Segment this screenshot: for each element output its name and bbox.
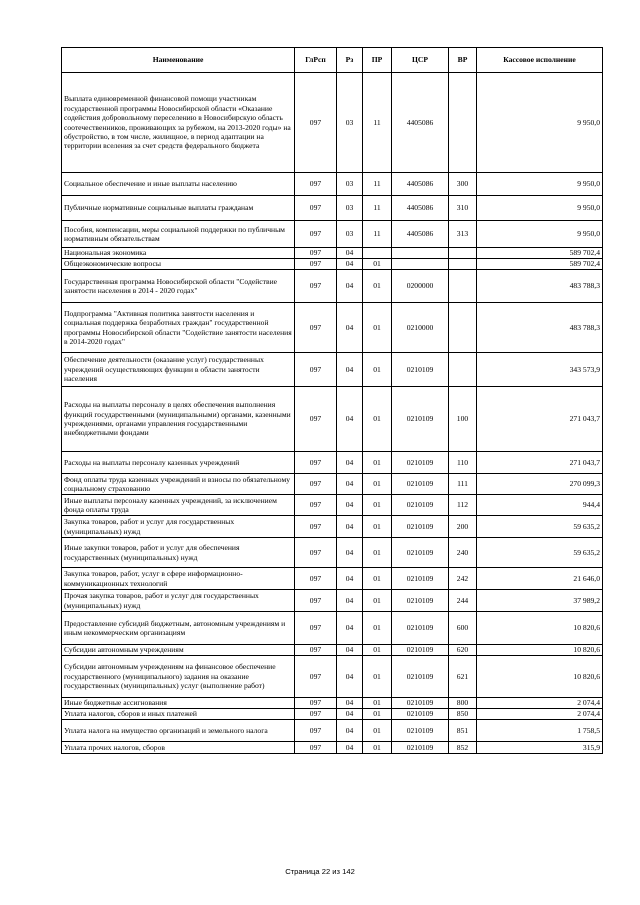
cell-vr	[449, 353, 477, 387]
cell-csr: 0210109	[392, 568, 449, 590]
cell-rz: 04	[337, 538, 363, 568]
cell-vr: 244	[449, 590, 477, 612]
table-row	[62, 452, 603, 474]
header-amount: Кассовое исполнение	[477, 48, 603, 73]
table-row	[62, 353, 603, 387]
cell-rz: 04	[337, 495, 363, 516]
cell-pr	[363, 248, 392, 259]
cell-amount: 483 788,3	[477, 270, 603, 303]
cell-rz: 03	[337, 173, 363, 196]
cell-glrsp: 097	[295, 495, 337, 516]
cell-name: Иные бюджетные ассигнования	[62, 698, 295, 709]
cell-rz: 04	[337, 698, 363, 709]
cell-name: Субсидии автономным учреждениям	[62, 645, 295, 656]
cell-csr: 0210109	[392, 645, 449, 656]
cell-csr	[392, 259, 449, 270]
cell-vr	[449, 303, 477, 353]
budget-execution-table	[61, 47, 603, 754]
cell-pr: 01	[363, 720, 392, 742]
cell-csr: 0210000	[392, 303, 449, 353]
cell-name: Иные выплаты персоналу казенных учреждений, за исключением фонда оплаты труда	[62, 495, 295, 516]
cell-rz: 04	[337, 248, 363, 259]
table-row	[62, 698, 603, 709]
table-row	[62, 303, 603, 353]
cell-pr: 01	[363, 709, 392, 720]
cell-pr: 01	[363, 656, 392, 698]
cell-name: Предоставление субсидий бюджетным, автономным учреждениям и иным некоммерческим организациям	[62, 612, 295, 645]
cell-vr: 600	[449, 612, 477, 645]
table-row	[62, 270, 603, 303]
cell-rz: 03	[337, 73, 363, 173]
cell-csr: 0210109	[392, 538, 449, 568]
table-row	[62, 259, 603, 270]
cell-amount: 59 635,2	[477, 538, 603, 568]
cell-glrsp: 097	[295, 612, 337, 645]
cell-glrsp: 097	[295, 387, 337, 452]
cell-glrsp: 097	[295, 474, 337, 495]
table-row	[62, 568, 603, 590]
cell-rz: 04	[337, 568, 363, 590]
cell-pr: 11	[363, 73, 392, 173]
cell-name: Субсидии автономным учреждениям на финансовое обеспечение государственного (муниципального) задания на оказание государственных (муниципальных) услуг (выполнение работ)	[62, 656, 295, 698]
cell-pr: 01	[363, 270, 392, 303]
cell-rz: 04	[337, 270, 363, 303]
cell-vr: 310	[449, 196, 477, 221]
table-row	[62, 590, 603, 612]
cell-csr: 0210109	[392, 656, 449, 698]
cell-csr: 0210109	[392, 590, 449, 612]
cell-amount: 10 820,6	[477, 612, 603, 645]
table-row	[62, 73, 603, 173]
cell-amount: 343 573,9	[477, 353, 603, 387]
header-vr: ВР	[449, 48, 477, 73]
cell-glrsp: 097	[295, 645, 337, 656]
cell-name: Общеэкономические вопросы	[62, 259, 295, 270]
cell-pr: 01	[363, 259, 392, 270]
cell-pr: 01	[363, 353, 392, 387]
cell-name: Расходы на выплаты персоналу в целях обеспечения выполнения функций государственными (муниципальными) органами, казенными учреждениями, органами управления государственными внебюджетными фондами	[62, 387, 295, 452]
cell-pr: 01	[363, 742, 392, 754]
cell-glrsp: 097	[295, 353, 337, 387]
header-rz: Рз	[337, 48, 363, 73]
cell-name: Социальное обеспечение и иные выплаты населению	[62, 173, 295, 196]
cell-name: Уплата прочих налогов, сборов	[62, 742, 295, 754]
cell-vr	[449, 270, 477, 303]
cell-rz: 04	[337, 742, 363, 754]
cell-pr: 01	[363, 516, 392, 538]
table-row	[62, 720, 603, 742]
cell-vr: 313	[449, 221, 477, 248]
cell-pr: 01	[363, 612, 392, 645]
cell-name: Закупка товаров, работ, услуг в сфере информационно-коммуникационных технологий	[62, 568, 295, 590]
table-row	[62, 656, 603, 698]
cell-rz: 04	[337, 259, 363, 270]
cell-rz: 04	[337, 452, 363, 474]
cell-glrsp: 097	[295, 196, 337, 221]
cell-name: Обеспечение деятельности (оказание услуг) государственных учреждений осуществляющих функции в области занятости населения	[62, 353, 295, 387]
cell-vr: 800	[449, 698, 477, 709]
header-name: Наименование	[62, 48, 295, 73]
cell-glrsp: 097	[295, 452, 337, 474]
cell-rz: 04	[337, 645, 363, 656]
cell-glrsp: 097	[295, 259, 337, 270]
cell-rz: 03	[337, 196, 363, 221]
header-csr: ЦСР	[392, 48, 449, 73]
table-row	[62, 387, 603, 452]
cell-glrsp: 097	[295, 303, 337, 353]
cell-name: Публичные нормативные социальные выплаты гражданам	[62, 196, 295, 221]
cell-amount: 37 989,2	[477, 590, 603, 612]
cell-vr: 110	[449, 452, 477, 474]
cell-vr	[449, 73, 477, 173]
cell-pr: 01	[363, 303, 392, 353]
cell-rz: 03	[337, 221, 363, 248]
cell-csr: 0200000	[392, 270, 449, 303]
cell-glrsp: 097	[295, 590, 337, 612]
cell-glrsp: 097	[295, 709, 337, 720]
cell-amount: 271 043,7	[477, 452, 603, 474]
table-row	[62, 645, 603, 656]
cell-csr: 4405086	[392, 73, 449, 173]
cell-vr: 850	[449, 709, 477, 720]
cell-csr: 4405086	[392, 196, 449, 221]
cell-name: Закупка товаров, работ и услуг для государственных (муниципальных) нужд	[62, 516, 295, 538]
cell-amount: 9 950,0	[477, 173, 603, 196]
cell-csr: 0210109	[392, 495, 449, 516]
cell-rz: 04	[337, 656, 363, 698]
cell-vr: 112	[449, 495, 477, 516]
table-row	[62, 742, 603, 754]
cell-name: Выплата единовременной финансовой помощи участникам государственной программы Новосибирской области «Оказание содействия добровольному переселению в Новосибирскую область соотечественников, проживающих за рубежом, на 2013-2020 годы» на обустройство, в том числе, жилищное, в период адаптации на территории вселения за счет средств федерального бюджета	[62, 73, 295, 173]
cell-glrsp: 097	[295, 538, 337, 568]
cell-glrsp: 097	[295, 173, 337, 196]
cell-vr: 111	[449, 474, 477, 495]
cell-name: Национальная экономика	[62, 248, 295, 259]
cell-name: Уплата налога на имущество организаций и земельного налога	[62, 720, 295, 742]
cell-vr: 240	[449, 538, 477, 568]
cell-csr: 4405086	[392, 221, 449, 248]
cell-rz: 04	[337, 612, 363, 645]
cell-name: Уплата налогов, сборов и иных платежей	[62, 709, 295, 720]
cell-pr: 01	[363, 698, 392, 709]
cell-csr: 0210109	[392, 353, 449, 387]
cell-name: Пособия, компенсации, меры социальной поддержки по публичным нормативным обязательствам	[62, 221, 295, 248]
cell-glrsp: 097	[295, 73, 337, 173]
cell-vr: 200	[449, 516, 477, 538]
cell-amount: 59 635,2	[477, 516, 603, 538]
cell-amount: 1 758,5	[477, 720, 603, 742]
cell-amount: 271 043,7	[477, 387, 603, 452]
cell-amount: 9 950,0	[477, 221, 603, 248]
page-number: Страница 22 из 142	[285, 867, 355, 876]
cell-glrsp: 097	[295, 221, 337, 248]
cell-pr: 11	[363, 196, 392, 221]
cell-amount: 483 788,3	[477, 303, 603, 353]
cell-rz: 04	[337, 590, 363, 612]
header-glrsp: ГлРсп	[295, 48, 337, 73]
table-row	[62, 538, 603, 568]
cell-name: Государственная программа Новосибирской области "Содействие занятости населения в 2014 - 2020 годах"	[62, 270, 295, 303]
cell-rz: 04	[337, 709, 363, 720]
cell-csr: 0210109	[392, 698, 449, 709]
table-row	[62, 612, 603, 645]
cell-pr: 01	[363, 568, 392, 590]
cell-glrsp: 097	[295, 568, 337, 590]
cell-rz: 04	[337, 474, 363, 495]
cell-csr: 0210109	[392, 742, 449, 754]
cell-glrsp: 097	[295, 720, 337, 742]
cell-amount: 589 702,4	[477, 248, 603, 259]
cell-vr	[449, 259, 477, 270]
cell-name: Фонд оплаты труда казенных учреждений и взносы по обязательному социальному страхованию	[62, 474, 295, 495]
cell-vr	[449, 248, 477, 259]
cell-rz: 04	[337, 516, 363, 538]
table-header-row	[62, 48, 603, 73]
cell-pr: 11	[363, 221, 392, 248]
table-row	[62, 709, 603, 720]
cell-rz: 04	[337, 303, 363, 353]
cell-glrsp: 097	[295, 742, 337, 754]
cell-csr: 0210109	[392, 474, 449, 495]
cell-glrsp: 097	[295, 516, 337, 538]
cell-rz: 04	[337, 353, 363, 387]
header-pr: ПР	[363, 48, 392, 73]
cell-csr: 4405086	[392, 173, 449, 196]
table-row	[62, 248, 603, 259]
cell-name: Расходы на выплаты персоналу казенных учреждений	[62, 452, 295, 474]
cell-amount: 944,4	[477, 495, 603, 516]
cell-name: Иные закупки товаров, работ и услуг для обеспечения государственных (муниципальных) нужд	[62, 538, 295, 568]
cell-vr: 852	[449, 742, 477, 754]
cell-glrsp: 097	[295, 248, 337, 259]
cell-vr: 851	[449, 720, 477, 742]
cell-vr: 300	[449, 173, 477, 196]
cell-csr: 0210109	[392, 709, 449, 720]
cell-amount: 9 950,0	[477, 196, 603, 221]
cell-csr: 0210109	[392, 720, 449, 742]
cell-pr: 01	[363, 452, 392, 474]
cell-pr: 01	[363, 645, 392, 656]
cell-pr: 01	[363, 495, 392, 516]
cell-csr: 0210109	[392, 612, 449, 645]
cell-vr: 620	[449, 645, 477, 656]
table-row	[62, 516, 603, 538]
cell-rz: 04	[337, 720, 363, 742]
cell-amount: 2 074,4	[477, 698, 603, 709]
cell-csr: 0210109	[392, 387, 449, 452]
cell-amount: 9 950,0	[477, 73, 603, 173]
cell-pr: 01	[363, 538, 392, 568]
cell-amount: 315,9	[477, 742, 603, 754]
table-row	[62, 196, 603, 221]
cell-glrsp: 097	[295, 270, 337, 303]
cell-pr: 01	[363, 387, 392, 452]
cell-name: Подпрограмма "Активная политика занятости населения и социальная поддержка безработных граждан" государственной программы Новосибирской области "Содействие занятости населения в 2014-2020 годах"	[62, 303, 295, 353]
table-row	[62, 221, 603, 248]
cell-csr	[392, 248, 449, 259]
cell-vr: 100	[449, 387, 477, 452]
table-body	[62, 73, 603, 754]
cell-amount: 2 074,4	[477, 709, 603, 720]
cell-csr: 0210109	[392, 516, 449, 538]
cell-name: Прочая закупка товаров, работ и услуг для государственных (муниципальных) нужд	[62, 590, 295, 612]
cell-rz: 04	[337, 387, 363, 452]
cell-csr: 0210109	[392, 452, 449, 474]
cell-amount: 21 646,0	[477, 568, 603, 590]
cell-amount: 10 820,6	[477, 656, 603, 698]
cell-glrsp: 097	[295, 656, 337, 698]
table-row	[62, 495, 603, 516]
cell-vr: 621	[449, 656, 477, 698]
cell-amount: 270 099,3	[477, 474, 603, 495]
cell-pr: 01	[363, 474, 392, 495]
cell-amount: 589 702,4	[477, 259, 603, 270]
cell-pr: 01	[363, 590, 392, 612]
table-row	[62, 474, 603, 495]
cell-glrsp: 097	[295, 698, 337, 709]
cell-amount: 10 820,6	[477, 645, 603, 656]
cell-pr: 11	[363, 173, 392, 196]
cell-vr: 242	[449, 568, 477, 590]
table-row	[62, 173, 603, 196]
